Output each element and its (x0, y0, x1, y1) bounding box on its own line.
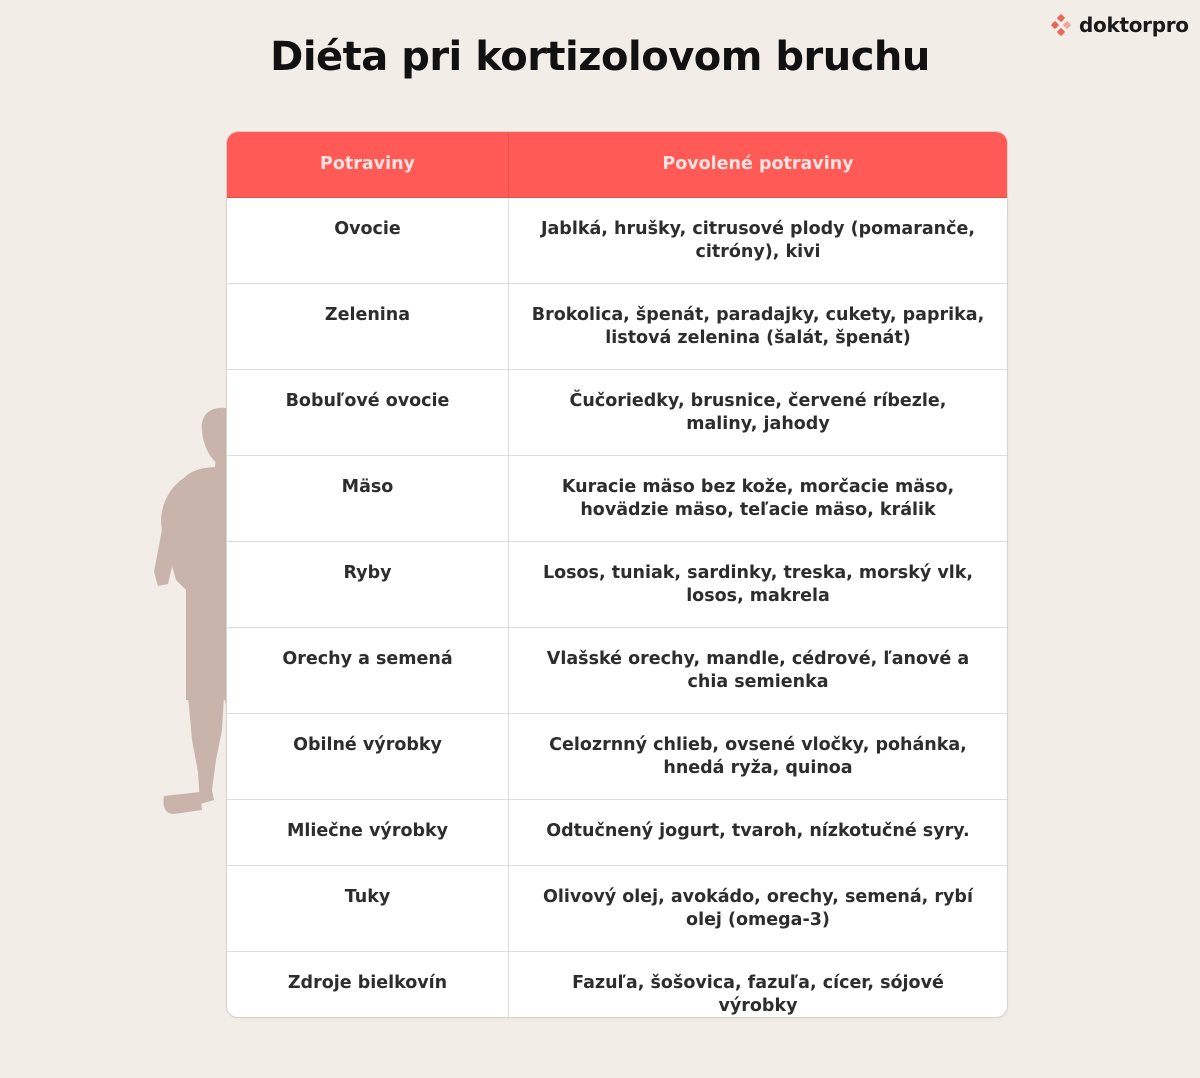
column-header-foods: Povolené potraviny (662, 154, 854, 174)
category-cell: Zdroje bielkovín (227, 952, 509, 1018)
foods-cell: Celozrnný chlieb, ovsené vločky, pohánka, hnedá ryža, quinoa (549, 735, 967, 778)
foods-cell: Losos, tuniak, sardinky, treska, morský vlk, losos, makrela (542, 563, 974, 606)
category-cell: Zelenina (227, 284, 509, 369)
category-cell: Tuky (227, 866, 509, 951)
table-row (227, 198, 1007, 284)
table-row (227, 628, 1007, 714)
table-row (227, 370, 1007, 456)
column-header-category: Potraviny (227, 132, 509, 197)
foods-cell: Olivový olej, avokádo, orechy, semená, rybí olej (omega-3) (543, 887, 973, 930)
table-row (227, 284, 1007, 370)
doktorpro-logo-icon (1050, 14, 1072, 36)
diet-table (226, 131, 1008, 1018)
table-header-row (227, 132, 1007, 198)
table-row (227, 952, 1007, 1018)
table-row (227, 866, 1007, 952)
foods-cell: Odtučnený jogurt, tvaroh, nízkotučné syry. (546, 821, 970, 841)
table-row (227, 542, 1007, 628)
brand-name: doktorpro (1079, 13, 1189, 37)
foods-cell: Vlašské orechy, mandle, cédrové, ľanové a chia semienka (546, 649, 970, 692)
category-cell: Obilné výrobky (227, 714, 509, 799)
foods-cell: Brokolica, špenát, paradajky, cukety, paprika, listová zelenina (šalát, špenát) (531, 305, 985, 348)
category-cell: Mliečne výrobky (227, 800, 509, 865)
category-cell: Orechy a semená (227, 628, 509, 713)
table-row (227, 800, 1007, 866)
table-row (227, 456, 1007, 542)
category-cell: Bobuľové ovocie (227, 370, 509, 455)
foods-cell: Jablká, hrušky, citrusové plody (pomaranče, citróny), kivi (540, 219, 975, 262)
category-cell: Mäso (227, 456, 509, 541)
foods-cell: Čučoriedky, brusnice, červené ríbezle, maliny, jahody (569, 391, 947, 434)
category-cell: Ovocie (227, 198, 509, 283)
category-cell: Ryby (227, 542, 509, 627)
table-row (227, 714, 1007, 800)
foods-cell: Fazuľa, šošovica, fazuľa, cícer, sójové výrobky (572, 973, 944, 1016)
page-title: Diéta pri kortizolovom bruchu (270, 34, 930, 80)
foods-cell: Kuracie mäso bez kože, morčacie mäso, hovädzie mäso, teľacie mäso, králik (561, 477, 955, 520)
